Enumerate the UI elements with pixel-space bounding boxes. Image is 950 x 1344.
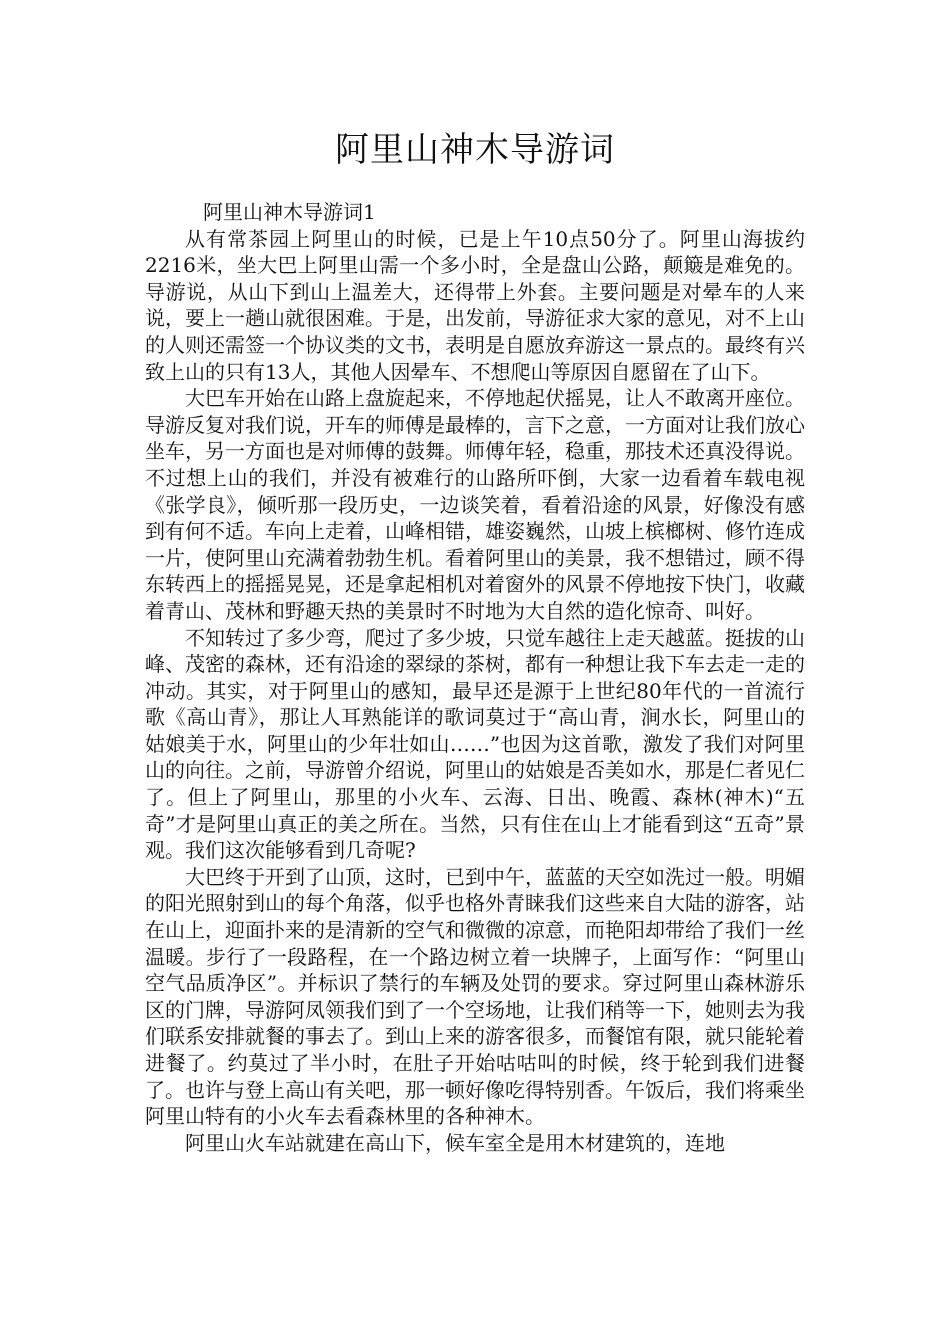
paragraph-1: 从有常茶园上阿里山的时候，已是上午10点50分了。阿里山海拔约2216米，坐大巴上阿里山需一个多小时，全是盘山公路，颠簸是难免的。导游说，从山下到山上温差大，还得带上外套。主要问题是对晕车的人来说，要上一趟山就很困难。于是，出发前，导游征求大家的意见，对不上山的人则还需签一个协议类的文书，表明是自愿放弃游这一景点的。最终有兴致上山的只有13人，其他人因晕车、不想爬山等原因自愿留在了山下。 [145, 226, 805, 384]
paragraph-5: 阿里山火车站就建在高山下，候车室全是用木材建筑的，连地 [185, 1130, 725, 1155]
document-title: 阿里山神木导游词 [335, 130, 615, 170]
section-heading: 阿里山神木导游词1 [203, 200, 376, 224]
paragraph-3: 不知转过了多少弯，爬过了多少坡，只觉车越往上走天越蓝。挺拔的山峰、茂密的森林，还有沿途的翠绿的茶树，都有一种想让我下车去走一走的冲动。其实，对于阿里山的感知，最早还是源于上世纪80年代的一首流行歌《高山青》，那让人耳熟能详的歌词莫过于“高山青，涧水长，阿里山的姑娘美于水，阿里山的少年壮如山……”也因为这首歌，激发了我们对阿里山的向往。之前，导游曾介绍说，阿里山的姑娘是否美如水，那是仁者见仁了。但上了阿里山，那里的小火车、云海、日出、晚霞、森林(神木)“五奇”才是阿里山真正的美之所在。当然，只有住在山上才能看到这“五奇”景观。我们这次能够看到几奇呢? [145, 625, 805, 863]
document-body [145, 199, 805, 1156]
paragraph-4: 大巴终于开到了山顶，这时，已到中午，蓝蓝的天空如洗过一般。明媚的阳光照射到山的每个角落，似乎也格外青睐我们这些来自大陆的游客，站在山上，迎面扑来的是清新的空气和微微的凉意，而艳阳却带给了我们一丝温暖。步行了一段路程，在一个路边树立着一块牌子，上面写作：“阿里山空气品质净区”。并标识了禁行的车辆及处罚的要求。穿过阿里山森林游乐区的门牌，导游阿凤领我们到了一个空场地，让我们稍等一下，她则去为我们联系安排就餐的事去了。到山上来的游客很多，而餐馆有限，就只能轮着进餐了。约莫过了半小时，在肚子开始咕咕叫的时候，终于轮到我们进餐了。也许与登上高山有关吧，那一顿好像吃得特别香。午饭后，我们将乘坐阿里山特有的小火车去看森林里的各种神木。 [145, 864, 805, 1129]
paragraph-2: 大巴车开始在山路上盘旋起来，不停地起伏摇晃，让人不敢离开座位。导游反复对我们说，开车的师傅是最棒的，言下之意，一方面对让我们放心坐车，另一方面也是对师傅的鼓舞。师傅年轻，稳重，那技术还真没得说。不过想上山的我们，并没有被难行的山路所吓倒，大家一边看着车载电视《张学良》，倾听那一段历史，一边谈笑着，看着沿途的风景，好像没有感到有何不适。车向上走着，山峰相错，雄姿巍然，山坡上槟榔树、修竹连成一片，使阿里山充满着勃勃生机。看着阿里山的美景，我不想错过，顾不得东转西上的摇摇晃晃，还是拿起相机对着窗外的风景不停地按下快门，收藏着青山、茂林和野趣天热的美景时不时地为大自然的造化惊奇、叫好。 [145, 386, 805, 623]
